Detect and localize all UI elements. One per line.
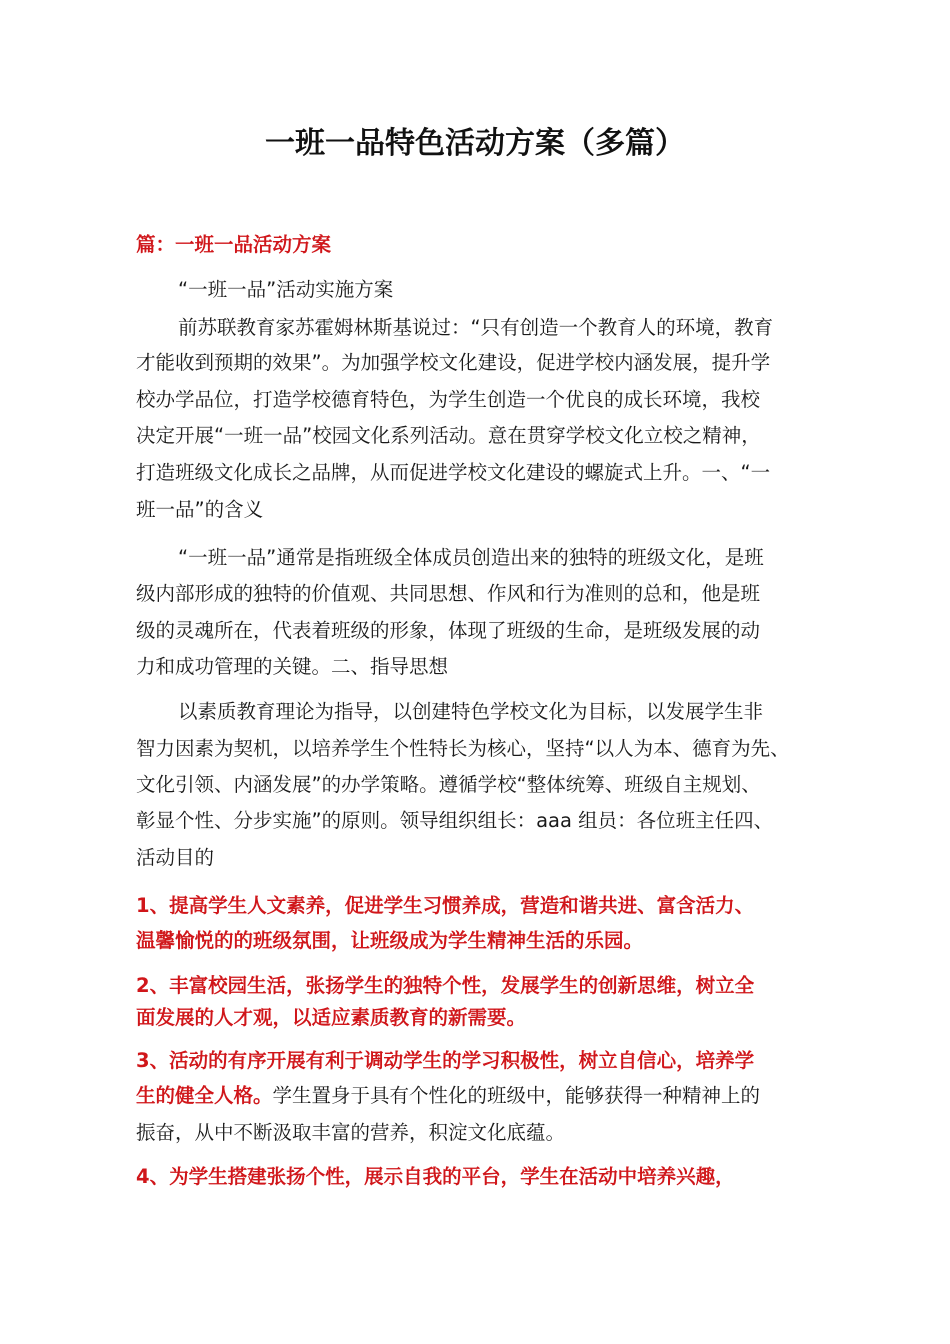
- paragraph-line: 活动目的: [136, 846, 215, 869]
- goal-3-mixed-line: [136, 1081, 760, 1111]
- paragraph-line: 以素质教育理论为指导，以创建特色学校文化为目标，以发展学生非: [178, 700, 764, 723]
- paragraph-line: 校办学品位，打造学校德育特色，为学生创造一个优良的成长环境，我校: [136, 388, 761, 411]
- goal-2-line: 面发展的人才观，以适应素质教育的新需要。: [136, 1006, 527, 1029]
- paragraph-line: 班一品”的含义: [136, 498, 264, 521]
- section-heading: 篇：一班一品活动方案: [136, 233, 332, 256]
- paragraph-line: 前苏联教育家苏霍姆林斯基说过：“只有创造一个教育人的环境，教育: [178, 316, 774, 339]
- document-title: 一班一品特色活动方案（多篇）: [265, 126, 685, 161]
- goal-3-emphasis: 生的健全人格。: [136, 1084, 273, 1107]
- paragraph-line: 级的灵魂所在，代表着班级的形象，体现了班级的生命，是班级发展的动: [136, 619, 761, 642]
- goal-3-line: 振奋，从中不断汲取丰富的营养，积淀文化底蕴。: [136, 1121, 566, 1144]
- paragraph-line: 才能收到预期的效果”。为加强学校文化建设，促进学校内涵发展，提升学: [136, 351, 771, 374]
- goal-4-line: 4、为学生搭建张扬个性，展示自我的平台，学生在活动中培养兴趣，: [136, 1165, 735, 1188]
- paragraph-line: 智力因素为契机，以培养学生个性特长为核心，坚持“以人为本、德育为先、: [136, 737, 790, 760]
- paragraph-line: 打造班级文化成长之品牌，从而促进学校文化建设的螺旋式上升。一、“一: [136, 461, 771, 484]
- paragraph-line: “一班一品”通常是指班级全体成员创造出来的独特的班级文化，是班: [178, 546, 764, 569]
- paragraph-line: 决定开展“一班一品”校园文化系列活动。意在贯穿学校文化立校之精神，: [136, 424, 761, 447]
- paragraph-line: 彰显个性、分步实施”的原则。领导组织组长：aaa 组员：各位班主任四、: [136, 809, 774, 832]
- paragraph-line: 级内部形成的独特的价值观、共同思想、作风和行为准则的总和，他是班: [136, 582, 761, 605]
- goal-3-line: 3、活动的有序开展有利于调动学生的学习积极性，树立自信心，培养学: [136, 1049, 755, 1072]
- goal-1-line: 1、提高学生人文素养，促进学生习惯养成，营造和谐共进、富含活力、: [136, 894, 755, 917]
- goal-3-body: 学生置身于具有个性化的班级中，能够获得一种精神上的: [272, 1084, 761, 1107]
- goal-2-line: 2、丰富校园生活，张扬学生的独特个性，发展学生的创新思维，树立全: [136, 974, 755, 997]
- goal-1-line: 温馨愉悦的的班级氛围，让班级成为学生精神生活的乐园。: [136, 929, 644, 952]
- paragraph-line: 文化引领、内涵发展”的办学策略。遵循学校“整体统筹、班级自主规划、: [136, 773, 761, 796]
- document-subtitle: “一班一品”活动实施方案: [178, 278, 394, 301]
- paragraph-line: 力和成功管理的关键。二、指导思想: [136, 655, 449, 678]
